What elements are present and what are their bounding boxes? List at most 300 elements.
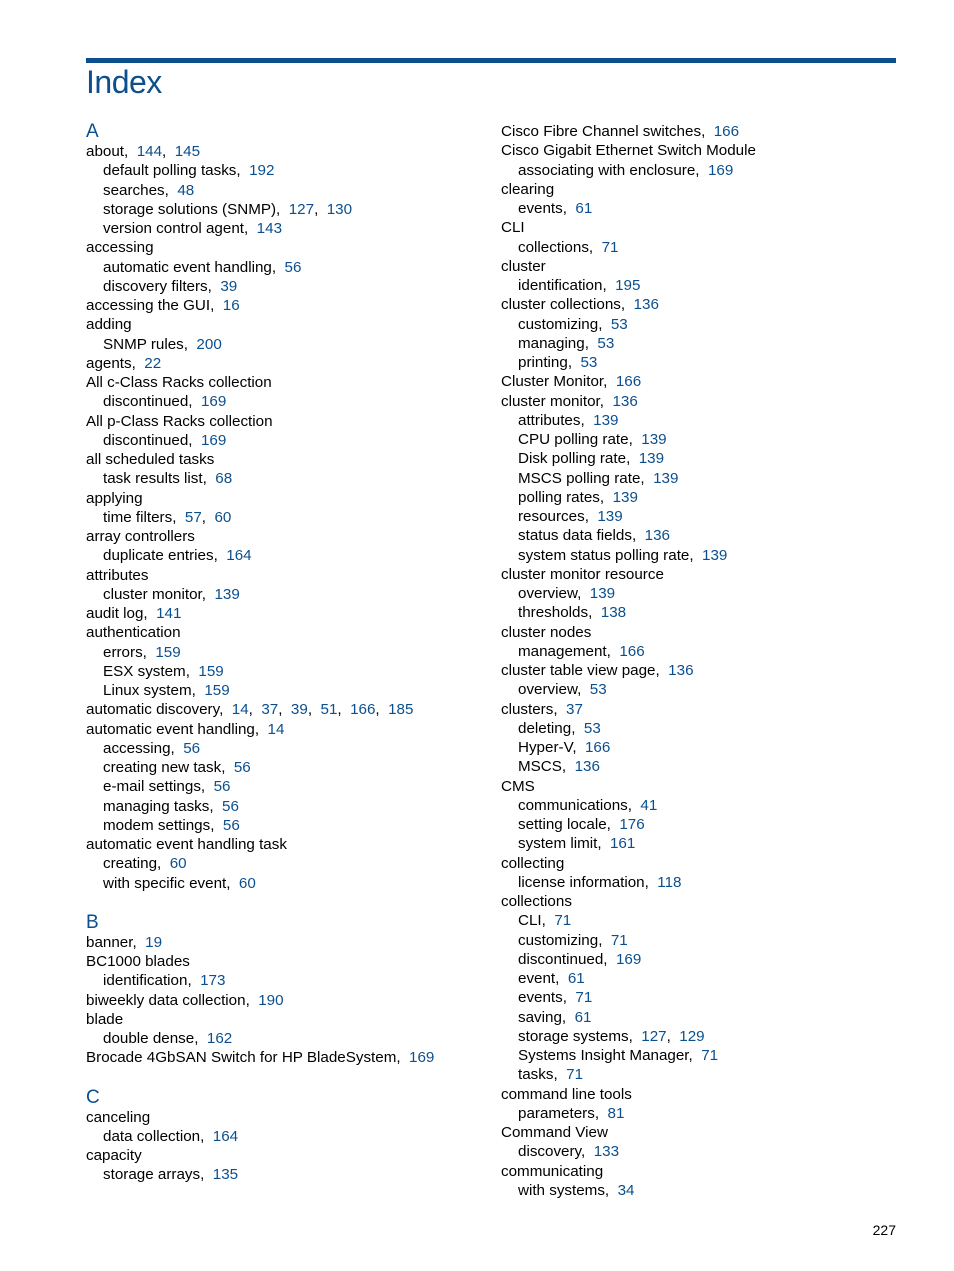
- index-subentry: deleting, 53: [518, 719, 601, 737]
- page-link[interactable]: 57: [184, 508, 202, 526]
- index-subentry: attributes, 139: [518, 411, 619, 429]
- index-entry: [501, 218, 901, 237]
- index-term: BC1000 blades: [86, 953, 190, 970]
- index-subentry: time filters, 57, 60: [103, 508, 232, 526]
- index-entry: banner, 19: [86, 933, 163, 951]
- page-link[interactable]: 139: [214, 585, 240, 603]
- page-link[interactable]: 139: [612, 488, 638, 506]
- index-term: biweekly data collection: [86, 991, 246, 1009]
- page-link[interactable]: 56: [222, 816, 240, 834]
- index-term: discovery: [518, 1143, 582, 1161]
- index-entry: [86, 315, 486, 334]
- index-subentry: CPU polling rate, 139: [518, 431, 667, 448]
- index-term: attributes: [518, 411, 581, 429]
- index-entry: audit log, 141: [86, 605, 182, 622]
- page-link[interactable]: 71: [554, 912, 572, 930]
- page-link[interactable]: 39: [220, 277, 238, 295]
- index-term: printing: [518, 354, 568, 371]
- page-link[interactable]: 133: [593, 1143, 620, 1161]
- index-term: polling rates: [518, 488, 600, 506]
- page-link[interactable]: 71: [701, 1047, 719, 1064]
- page-link[interactable]: 164: [212, 1127, 239, 1145]
- index-subentry: CLI, 71: [518, 912, 572, 930]
- index-column-left: [86, 122, 486, 1185]
- index-subentry: management, 166: [518, 642, 645, 660]
- page-link[interactable]: 166: [615, 373, 642, 391]
- index-term: all scheduled tasks: [86, 451, 215, 468]
- page-link[interactable]: 141: [156, 605, 182, 622]
- index-subentry: version control agent, 143: [103, 220, 283, 237]
- index-entry: [86, 1010, 486, 1029]
- index-subentry: creating, 60: [103, 855, 187, 873]
- index-term: Cisco Gigabit Ethernet Switch Module: [501, 142, 756, 160]
- index-term: discontinued: [103, 393, 189, 411]
- index-term: saving: [518, 1008, 562, 1026]
- index-term: storage systems: [518, 1027, 629, 1045]
- index-subentry: storage solutions (SNMP), 127, 130: [103, 200, 353, 218]
- page-link[interactable]: 22: [144, 354, 162, 372]
- index-term: version control agent: [103, 220, 244, 237]
- page-link[interactable]: 41: [640, 796, 658, 814]
- page-link[interactable]: 143: [256, 220, 283, 237]
- index-subentry: double dense, 162: [103, 1030, 233, 1047]
- index-subentry: identification, 173: [103, 972, 226, 990]
- index-entry: [86, 835, 486, 854]
- page-link[interactable]: 14: [267, 720, 285, 738]
- index-term: Linux system: [103, 682, 192, 699]
- index-entry: [501, 141, 901, 160]
- index-term: cluster: [501, 257, 546, 275]
- index-term: Brocade 4GbSAN Switch for HP BladeSystem: [86, 1049, 397, 1067]
- index-subentry: ESX system, 159: [103, 662, 224, 680]
- index-subentry: with systems, 34: [518, 1181, 635, 1199]
- index-term: setting locale: [518, 816, 607, 833]
- page-link[interactable]: 127: [288, 200, 315, 218]
- index-entry: [501, 623, 901, 642]
- title-rule: [86, 58, 896, 63]
- index-subentry: managing, 53: [518, 334, 615, 352]
- page-link[interactable]: 166: [584, 739, 611, 756]
- index-term: searches: [103, 181, 165, 199]
- index-term: overview: [518, 681, 578, 699]
- index-term: Cisco Fibre Channel switches: [501, 123, 702, 140]
- index-term: communicating: [501, 1162, 604, 1180]
- page-link[interactable]: 71: [566, 1066, 584, 1084]
- index-term: with specific event: [103, 874, 227, 892]
- index-subentry: MSCS polling rate, 139: [518, 469, 679, 487]
- page-link[interactable]: 56: [284, 258, 302, 276]
- index-entry: cluster collections, 136: [501, 296, 659, 314]
- page-link[interactable]: 139: [641, 431, 667, 448]
- index-term: event: [518, 970, 556, 987]
- index-term: All p-Class Racks collection: [86, 412, 273, 430]
- page-link[interactable]: 37: [261, 701, 279, 719]
- page-link[interactable]: 37: [566, 700, 583, 718]
- page-link[interactable]: 139: [702, 546, 728, 564]
- index-term: banner: [86, 933, 133, 951]
- index-subentry: license information, 118: [518, 873, 682, 891]
- index-entry: [86, 1146, 486, 1165]
- page-link[interactable]: 53: [589, 681, 607, 699]
- index-term: double dense: [103, 1030, 195, 1047]
- index-subentry: Systems Insight Manager, 71: [518, 1047, 719, 1064]
- index-term: thresholds: [518, 604, 589, 622]
- index-subentry: storage arrays, 135: [103, 1166, 239, 1184]
- index-term: cluster monitor resource: [501, 565, 664, 583]
- page-link[interactable]: 61: [567, 970, 585, 987]
- index-subentry: Linux system, 159: [103, 682, 230, 699]
- index-term: CLI: [501, 219, 525, 237]
- index-term: cluster collections: [501, 296, 621, 314]
- index-subentry: events, 61: [518, 200, 593, 217]
- page-link[interactable]: 53: [580, 354, 598, 371]
- index-entry: accessing the GUI, 16: [86, 297, 240, 314]
- index-subentry: creating new task, 56: [103, 759, 251, 776]
- page-link[interactable]: 139: [638, 450, 665, 468]
- index-subentry: overview, 139: [518, 585, 616, 602]
- index-subentry: discovery filters, 39: [103, 277, 238, 295]
- index-term: cluster nodes: [501, 623, 592, 641]
- index-entry: [501, 257, 901, 276]
- index-subentry: cluster monitor, 139: [103, 585, 240, 603]
- index-term: identification: [518, 277, 603, 294]
- index-subentry: system limit, 161: [518, 835, 636, 853]
- page-link[interactable]: 136: [633, 296, 659, 314]
- index-subentry: customizing, 53: [518, 315, 628, 333]
- index-term: discontinued: [518, 950, 604, 968]
- index-term: agents: [86, 354, 132, 372]
- page-link[interactable]: 138: [600, 604, 627, 622]
- page-link[interactable]: 169: [409, 1049, 435, 1067]
- page-link[interactable]: 139: [589, 585, 616, 602]
- page-link[interactable]: 68: [215, 470, 233, 488]
- index-term: Cluster Monitor: [501, 373, 604, 391]
- index-entry: [86, 450, 486, 469]
- index-term: MSCS polling rate: [518, 469, 641, 487]
- index-subentry: parameters, 81: [518, 1104, 625, 1122]
- index-term: attributes: [86, 566, 149, 584]
- index-term: system status polling rate: [518, 546, 690, 564]
- page-link[interactable]: 190: [258, 991, 284, 1009]
- index-entry: [501, 565, 901, 584]
- index-term: array controllers: [86, 528, 195, 545]
- index-term: deleting: [518, 719, 572, 737]
- page-link[interactable]: 61: [574, 1008, 592, 1026]
- page-link[interactable]: 130: [326, 200, 353, 218]
- index-term: customizing: [518, 931, 599, 949]
- page-link[interactable]: 14: [231, 701, 249, 719]
- index-term: All c-Class Racks collection: [86, 374, 272, 391]
- index-term: ESX system: [103, 662, 186, 680]
- index-entry: [86, 527, 486, 546]
- index-term: capacity: [86, 1147, 142, 1164]
- page-link[interactable]: 71: [575, 989, 593, 1007]
- index-term: communications: [518, 796, 628, 814]
- page-link[interactable]: 169: [200, 431, 227, 449]
- index-entry: [501, 892, 901, 911]
- index-subentry: thresholds, 138: [518, 604, 627, 622]
- index-term: duplicate entries: [103, 547, 214, 565]
- page-link[interactable]: 136: [574, 758, 600, 776]
- index-term: parameters: [518, 1104, 595, 1122]
- index-subentry: modem settings, 56: [103, 816, 240, 834]
- index-subentry: saving, 61: [518, 1008, 592, 1026]
- page-link[interactable]: 53: [597, 334, 615, 352]
- page-link[interactable]: 48: [177, 181, 195, 199]
- index-entry: [86, 489, 486, 508]
- index-subentry: associating with enclosure, 169: [518, 161, 734, 179]
- index-entry: about, 144, 145: [86, 143, 201, 160]
- page-link[interactable]: 136: [612, 392, 638, 410]
- index-term: data collection: [103, 1127, 201, 1145]
- page-title: Index: [86, 64, 162, 100]
- index-subentry: errors, 159: [103, 643, 181, 661]
- index-term: CLI: [518, 912, 542, 930]
- index-entry: [86, 623, 486, 642]
- index-term: events: [518, 200, 563, 217]
- index-term: automatic event handling: [86, 720, 255, 738]
- index-term: errors: [103, 643, 143, 661]
- index-term: task results list: [103, 470, 203, 488]
- index-term: managing tasks: [103, 797, 210, 815]
- page-link[interactable]: 118: [657, 873, 682, 891]
- page-link[interactable]: 129: [679, 1027, 705, 1045]
- index-term: system limit: [518, 835, 598, 853]
- index-term: resources: [518, 508, 585, 525]
- index-subentry: storage systems, 127, 129: [518, 1027, 705, 1045]
- index-subentry: discovery, 133: [518, 1143, 620, 1161]
- index-section-letter: C: [86, 1086, 100, 1108]
- index-subentry: accessing, 56: [103, 739, 201, 757]
- index-entry: [86, 412, 486, 431]
- index-term: storage arrays: [103, 1166, 201, 1184]
- index-term: collections: [518, 238, 589, 256]
- index-term: accessing: [86, 239, 154, 257]
- index-subentry: collections, 71: [518, 238, 619, 256]
- page-link[interactable]: 139: [593, 411, 619, 429]
- page-link[interactable]: 185: [388, 701, 414, 719]
- index-term: automatic event handling task: [86, 836, 287, 853]
- index-entry: [501, 180, 901, 199]
- index-entry: Cluster Monitor, 166: [501, 373, 642, 391]
- page-link[interactable]: 144: [136, 143, 163, 160]
- index-subentry: communications, 41: [518, 796, 658, 814]
- index-subentry: managing tasks, 56: [103, 797, 239, 815]
- index-term: CMS: [501, 777, 535, 795]
- page-link[interactable]: 162: [206, 1030, 233, 1047]
- index-term: management: [518, 642, 607, 660]
- index-subentry: default polling tasks, 192: [103, 162, 275, 180]
- page-link[interactable]: 159: [204, 682, 230, 699]
- index-term: e-mail settings: [103, 778, 201, 796]
- index-term: CPU polling rate: [518, 431, 629, 448]
- page-link[interactable]: 19: [145, 933, 163, 951]
- index-term: cluster monitor: [103, 585, 202, 603]
- index-entry: Brocade 4GbSAN Switch for HP BladeSystem, 169: [86, 1049, 435, 1067]
- index-column-right: [501, 122, 901, 1200]
- index-term: authentication: [86, 624, 181, 642]
- page-link[interactable]: 56: [222, 797, 239, 815]
- index-entry: [86, 1108, 486, 1127]
- page-link[interactable]: 39: [290, 701, 308, 719]
- page-link[interactable]: 176: [619, 816, 645, 833]
- index-subentry: e-mail settings, 56: [103, 778, 231, 796]
- index-term: SNMP rules: [103, 335, 184, 353]
- index-term: discontinued: [103, 431, 189, 449]
- index-term: collecting: [501, 854, 565, 872]
- index-term: command line tools: [501, 1085, 632, 1103]
- page-link[interactable]: 56: [213, 778, 231, 796]
- page-link[interactable]: 56: [183, 739, 201, 757]
- page-link[interactable]: 136: [644, 527, 670, 545]
- index-entry: cluster table view page, 136: [501, 662, 694, 679]
- index-subentry: task results list, 68: [103, 470, 233, 488]
- index-subentry: duplicate entries, 164: [103, 547, 252, 565]
- page-link[interactable]: 135: [212, 1166, 239, 1184]
- page-link[interactable]: 169: [707, 161, 734, 179]
- index-term: audit log: [86, 605, 144, 622]
- page-link[interactable]: 166: [619, 642, 645, 660]
- page-link[interactable]: 51: [320, 701, 338, 719]
- index-entry: [86, 238, 486, 257]
- page-link[interactable]: 164: [226, 547, 252, 565]
- page-link[interactable]: 71: [610, 931, 628, 949]
- index-term: storage solutions (SNMP): [103, 200, 277, 218]
- page-link[interactable]: 136: [668, 662, 694, 679]
- index-entry: biweekly data collection, 190: [86, 991, 284, 1009]
- page-link[interactable]: 60: [169, 855, 187, 873]
- index-term: blade: [86, 1010, 124, 1028]
- index-subentry: with specific event, 60: [103, 874, 256, 892]
- index-term: license information: [518, 873, 645, 891]
- index-term: Systems Insight Manager: [518, 1047, 689, 1064]
- index-entry: clusters, 37: [501, 700, 583, 718]
- page-link[interactable]: 139: [653, 469, 679, 487]
- index-subentry: discontinued, 169: [103, 393, 227, 411]
- page-link[interactable]: 159: [155, 643, 181, 661]
- index-term: clearing: [501, 180, 555, 198]
- index-term: cluster monitor: [501, 392, 600, 410]
- index-term: events: [518, 989, 563, 1007]
- index-subentry: status data fields, 136: [518, 527, 670, 545]
- index-subentry: discontinued, 169: [518, 950, 642, 968]
- index-subentry: setting locale, 176: [518, 816, 645, 833]
- page-link[interactable]: 173: [200, 972, 226, 990]
- page-link[interactable]: 127: [641, 1027, 667, 1045]
- index-subentry: polling rates, 139: [518, 488, 638, 506]
- index-entry: agents, 22: [86, 354, 162, 372]
- page-link[interactable]: 195: [615, 277, 641, 294]
- index-subentry: MSCS, 136: [518, 758, 600, 776]
- index-subentry: searches, 48: [103, 181, 195, 199]
- page-link[interactable]: 166: [713, 123, 740, 140]
- page-link[interactable]: 16: [222, 297, 240, 314]
- page-link[interactable]: 169: [615, 950, 642, 968]
- index-entry: [86, 373, 486, 392]
- index-subentry: event, 61: [518, 970, 585, 987]
- index-term: creating new task: [103, 759, 222, 776]
- page-link[interactable]: 145: [174, 143, 201, 160]
- index-term: applying: [86, 489, 143, 507]
- page-link[interactable]: 200: [196, 335, 222, 353]
- page-link[interactable]: 81: [607, 1104, 625, 1122]
- index-subentry: tasks, 71: [518, 1066, 584, 1084]
- index-section-letter: B: [86, 911, 99, 933]
- index-term: discovery filters: [103, 277, 208, 295]
- index-term: default polling tasks: [103, 162, 237, 180]
- index-term: about: [86, 143, 125, 160]
- index-term: collections: [501, 893, 572, 910]
- index-subentry: overview, 53: [518, 681, 607, 699]
- page-link[interactable]: 61: [575, 200, 593, 217]
- index-entry: [501, 777, 901, 796]
- page-link[interactable]: 159: [198, 662, 224, 680]
- index-section-letter: A: [86, 121, 99, 142]
- index-term: MSCS: [518, 758, 562, 776]
- index-subentry: data collection, 164: [103, 1127, 239, 1145]
- index-term: status data fields: [518, 527, 632, 545]
- index-entry: automatic event handling, 14: [86, 720, 285, 738]
- index-term: cluster table view page: [501, 662, 656, 679]
- index-entry: [86, 566, 486, 585]
- page-link[interactable]: 192: [249, 162, 275, 180]
- page-link[interactable]: 139: [597, 508, 623, 525]
- page-link[interactable]: 169: [200, 393, 227, 411]
- index-entry: cluster monitor, 136: [501, 392, 638, 410]
- page-link[interactable]: 60: [214, 508, 232, 526]
- index-entry: [86, 952, 486, 971]
- index-subentry: automatic event handling, 56: [103, 258, 302, 276]
- index-term: associating with enclosure: [518, 161, 696, 179]
- page-link[interactable]: 71: [601, 238, 619, 256]
- page-number: 227: [872, 1222, 896, 1238]
- index-entry: [501, 854, 901, 873]
- index-term: customizing: [518, 315, 599, 333]
- page-link[interactable]: 60: [238, 874, 256, 892]
- index-subentry: resources, 139: [518, 508, 623, 525]
- page-link[interactable]: 161: [609, 835, 636, 853]
- page-link[interactable]: 53: [583, 719, 601, 737]
- index-entry: [501, 1085, 901, 1104]
- index-term: automatic discovery: [86, 701, 220, 719]
- index-subentry: SNMP rules, 200: [103, 335, 222, 353]
- index-subentry: Disk polling rate, 139: [518, 450, 665, 468]
- index-term: managing: [518, 334, 585, 352]
- index-subentry: identification, 195: [518, 277, 641, 294]
- page-link[interactable]: 56: [233, 759, 251, 776]
- page-link[interactable]: 53: [610, 315, 628, 333]
- index-term: canceling: [86, 1108, 151, 1126]
- index-term: identification: [103, 972, 188, 990]
- index-subentry: events, 71: [518, 989, 593, 1007]
- page-link[interactable]: 166: [350, 701, 376, 719]
- index-term: overview: [518, 585, 578, 602]
- index-term: modem settings: [103, 816, 211, 834]
- index-term: tasks: [518, 1066, 554, 1084]
- index-term: accessing: [103, 739, 171, 757]
- index-term: clusters: [501, 700, 554, 718]
- page-link[interactable]: 34: [617, 1181, 635, 1199]
- index-term: time filters: [103, 508, 173, 526]
- index-subentry: customizing, 71: [518, 931, 628, 949]
- index-subentry: system status polling rate, 139: [518, 546, 728, 564]
- index-term: with systems: [518, 1181, 605, 1199]
- index-term: Disk polling rate: [518, 450, 627, 468]
- index-term: automatic event handling: [103, 258, 272, 276]
- index-entry: [501, 1123, 901, 1142]
- index-entry: Cisco Fibre Channel switches, 166: [501, 123, 740, 140]
- index-term: Hyper-V: [518, 739, 573, 756]
